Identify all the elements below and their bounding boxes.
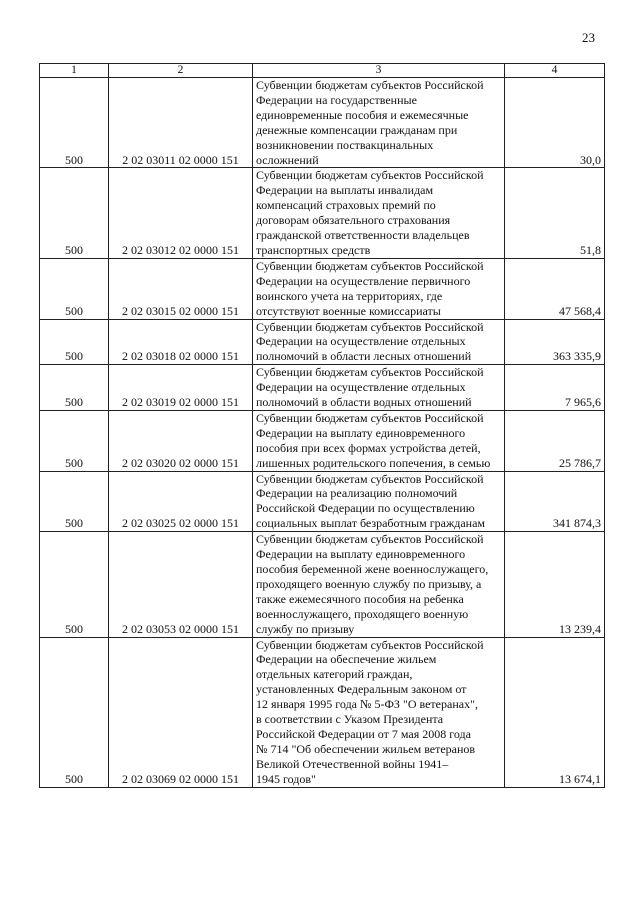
description-line: возникновении поствакцинальных xyxy=(256,137,434,152)
description-line: Федерации на реализацию полномочий xyxy=(256,486,458,501)
description-cell xyxy=(253,532,505,637)
classification-code-cell: 2 02 03015 02 0000 151 xyxy=(109,258,253,319)
table-body xyxy=(40,78,605,788)
description-line: Субвенции бюджетам субъектов Российской xyxy=(256,258,484,273)
amount-cell: 30,0 xyxy=(505,78,605,168)
description-line: полномочий в области лесных отношений xyxy=(256,349,472,364)
description-line: пособия беременной жене военнослужащего, xyxy=(256,562,489,576)
description-line: Федерации на осуществление отдельных xyxy=(256,380,466,395)
description-line: в соответствии с Указом Президента xyxy=(256,712,444,727)
admin-code-cell: 500 xyxy=(40,78,109,168)
table-row xyxy=(40,258,605,319)
description-line: Субвенции бюджетам субъектов Российской xyxy=(256,168,484,183)
description-line: также ежемесячного пособия на ребенка xyxy=(256,591,464,606)
description-line: службу по призыву xyxy=(256,621,355,636)
description-line: Великой Отечественной войны 1941– xyxy=(256,756,449,771)
description-line: единовременные пособия и ежемесячные xyxy=(256,107,469,122)
admin-code-cell: 500 xyxy=(40,319,109,365)
description-line: Российской Федерации от 7 мая 2008 года xyxy=(256,726,471,741)
description-line: военнослужащего, проходящего военную xyxy=(256,606,469,621)
page-number: 23 xyxy=(582,30,595,45)
description-line: гражданской ответственности владельцев xyxy=(256,228,470,243)
description-line: Федерации на осуществление первичного xyxy=(256,273,471,288)
description-line: лишенных родительского попечения, в семью xyxy=(256,455,491,470)
table-row xyxy=(40,78,605,168)
header-row xyxy=(40,64,605,78)
table-row xyxy=(40,471,605,532)
description-line: отдельных категорий граждан, xyxy=(256,667,413,682)
description-line: социальных выплат безработным гражданам xyxy=(256,516,486,531)
classification-code-cell: 2 02 03025 02 0000 151 xyxy=(109,471,253,532)
amount-cell: 13 239,4 xyxy=(505,532,605,637)
amount-cell: 51,8 xyxy=(505,168,605,258)
table-row xyxy=(40,365,605,411)
description-cell xyxy=(253,410,505,471)
admin-code-cell: 500 xyxy=(40,168,109,258)
budget-table xyxy=(39,63,605,788)
admin-code-cell: 500 xyxy=(40,410,109,471)
description-line: Субвенции бюджетам субъектов Российской xyxy=(256,532,484,547)
admin-code-cell: 500 xyxy=(40,532,109,637)
description-cell xyxy=(253,258,505,319)
description-line: 1945 годов" xyxy=(256,771,316,786)
admin-code-cell: 500 xyxy=(40,637,109,787)
table-row xyxy=(40,637,605,787)
description-line: воинского учета на территориях, где xyxy=(256,288,443,303)
description-cell xyxy=(253,637,505,787)
description-cell xyxy=(253,78,505,168)
classification-code-cell: 2 02 03069 02 0000 151 xyxy=(109,637,253,787)
description-line: Федерации на выплаты инвалидам xyxy=(256,183,434,198)
description-line: полномочий в области водных отношений xyxy=(256,395,472,410)
header-col-4: 4 xyxy=(505,64,605,78)
classification-code-cell: 2 02 03012 02 0000 151 xyxy=(109,168,253,258)
description-line: Федерации на обеспечение жильем xyxy=(256,652,437,667)
description-line: компенсаций страховых премий по xyxy=(256,198,436,213)
description-line: Федерации на осуществление отдельных xyxy=(256,334,466,349)
classification-code-cell: 2 02 03053 02 0000 151 xyxy=(109,532,253,637)
description-line: проходящего военную службу по призыву, а xyxy=(256,576,482,591)
amount-cell: 341 874,3 xyxy=(505,471,605,532)
description-line: Российской Федерации по осуществлению xyxy=(256,501,475,516)
description-line: Федерации на выплату единовременного xyxy=(256,547,466,562)
amount-cell: 13 674,1 xyxy=(505,637,605,787)
amount-cell: 363 335,9 xyxy=(505,319,605,365)
table-row xyxy=(40,168,605,258)
amount-cell: 7 965,6 xyxy=(505,365,605,411)
table-row xyxy=(40,319,605,365)
description-line: отсутствуют военные комиссариаты xyxy=(256,303,441,318)
classification-code-cell: 2 02 03020 02 0000 151 xyxy=(109,410,253,471)
amount-cell: 47 568,4 xyxy=(505,258,605,319)
admin-code-cell: 500 xyxy=(40,471,109,532)
description-line: Субвенции бюджетам субъектов Российской xyxy=(256,471,484,486)
description-line: Субвенции бюджетам субъектов Российской xyxy=(256,410,484,425)
classification-code-cell: 2 02 03018 02 0000 151 xyxy=(109,319,253,365)
header-col-3: 3 xyxy=(253,64,505,78)
description-line: установленных Федеральным законом от xyxy=(256,682,467,697)
description-cell xyxy=(253,365,505,411)
description-line: Субвенции бюджетам субъектов Российской xyxy=(256,365,484,380)
admin-code-cell: 500 xyxy=(40,365,109,411)
admin-code-cell: 500 xyxy=(40,258,109,319)
table-row xyxy=(40,410,605,471)
description-cell xyxy=(253,319,505,365)
description-line: Субвенции бюджетам субъектов Российской xyxy=(256,637,484,652)
description-line: Федерации на выплату единовременного xyxy=(256,425,466,440)
description-line: денежные компенсации гражданам при xyxy=(256,122,458,137)
description-line: Федерации на государственные xyxy=(256,92,417,107)
header-col-1: 1 xyxy=(40,64,109,78)
description-line: № 714 "Об обеспечении жильем ветеранов xyxy=(256,741,476,756)
header-col-2: 2 xyxy=(109,64,253,78)
description-cell xyxy=(253,168,505,258)
classification-code-cell: 2 02 03019 02 0000 151 xyxy=(109,365,253,411)
description-line: 12 января 1995 года № 5-ФЗ "О ветеранах", xyxy=(256,697,478,712)
table-row xyxy=(40,532,605,637)
description-line: пособия при всех формах устройства детей, xyxy=(256,440,481,455)
description-line: Субвенции бюджетам субъектов Российской xyxy=(256,319,484,334)
description-line: транспортных средств xyxy=(256,242,371,257)
description-line: договорам обязательного страхования xyxy=(256,213,451,228)
amount-cell: 25 786,7 xyxy=(505,410,605,471)
description-line: Субвенции бюджетам субъектов Российской xyxy=(256,78,484,92)
description-line: осложнений xyxy=(256,152,319,167)
classification-code-cell: 2 02 03011 02 0000 151 xyxy=(109,78,253,168)
description-cell xyxy=(253,471,505,532)
